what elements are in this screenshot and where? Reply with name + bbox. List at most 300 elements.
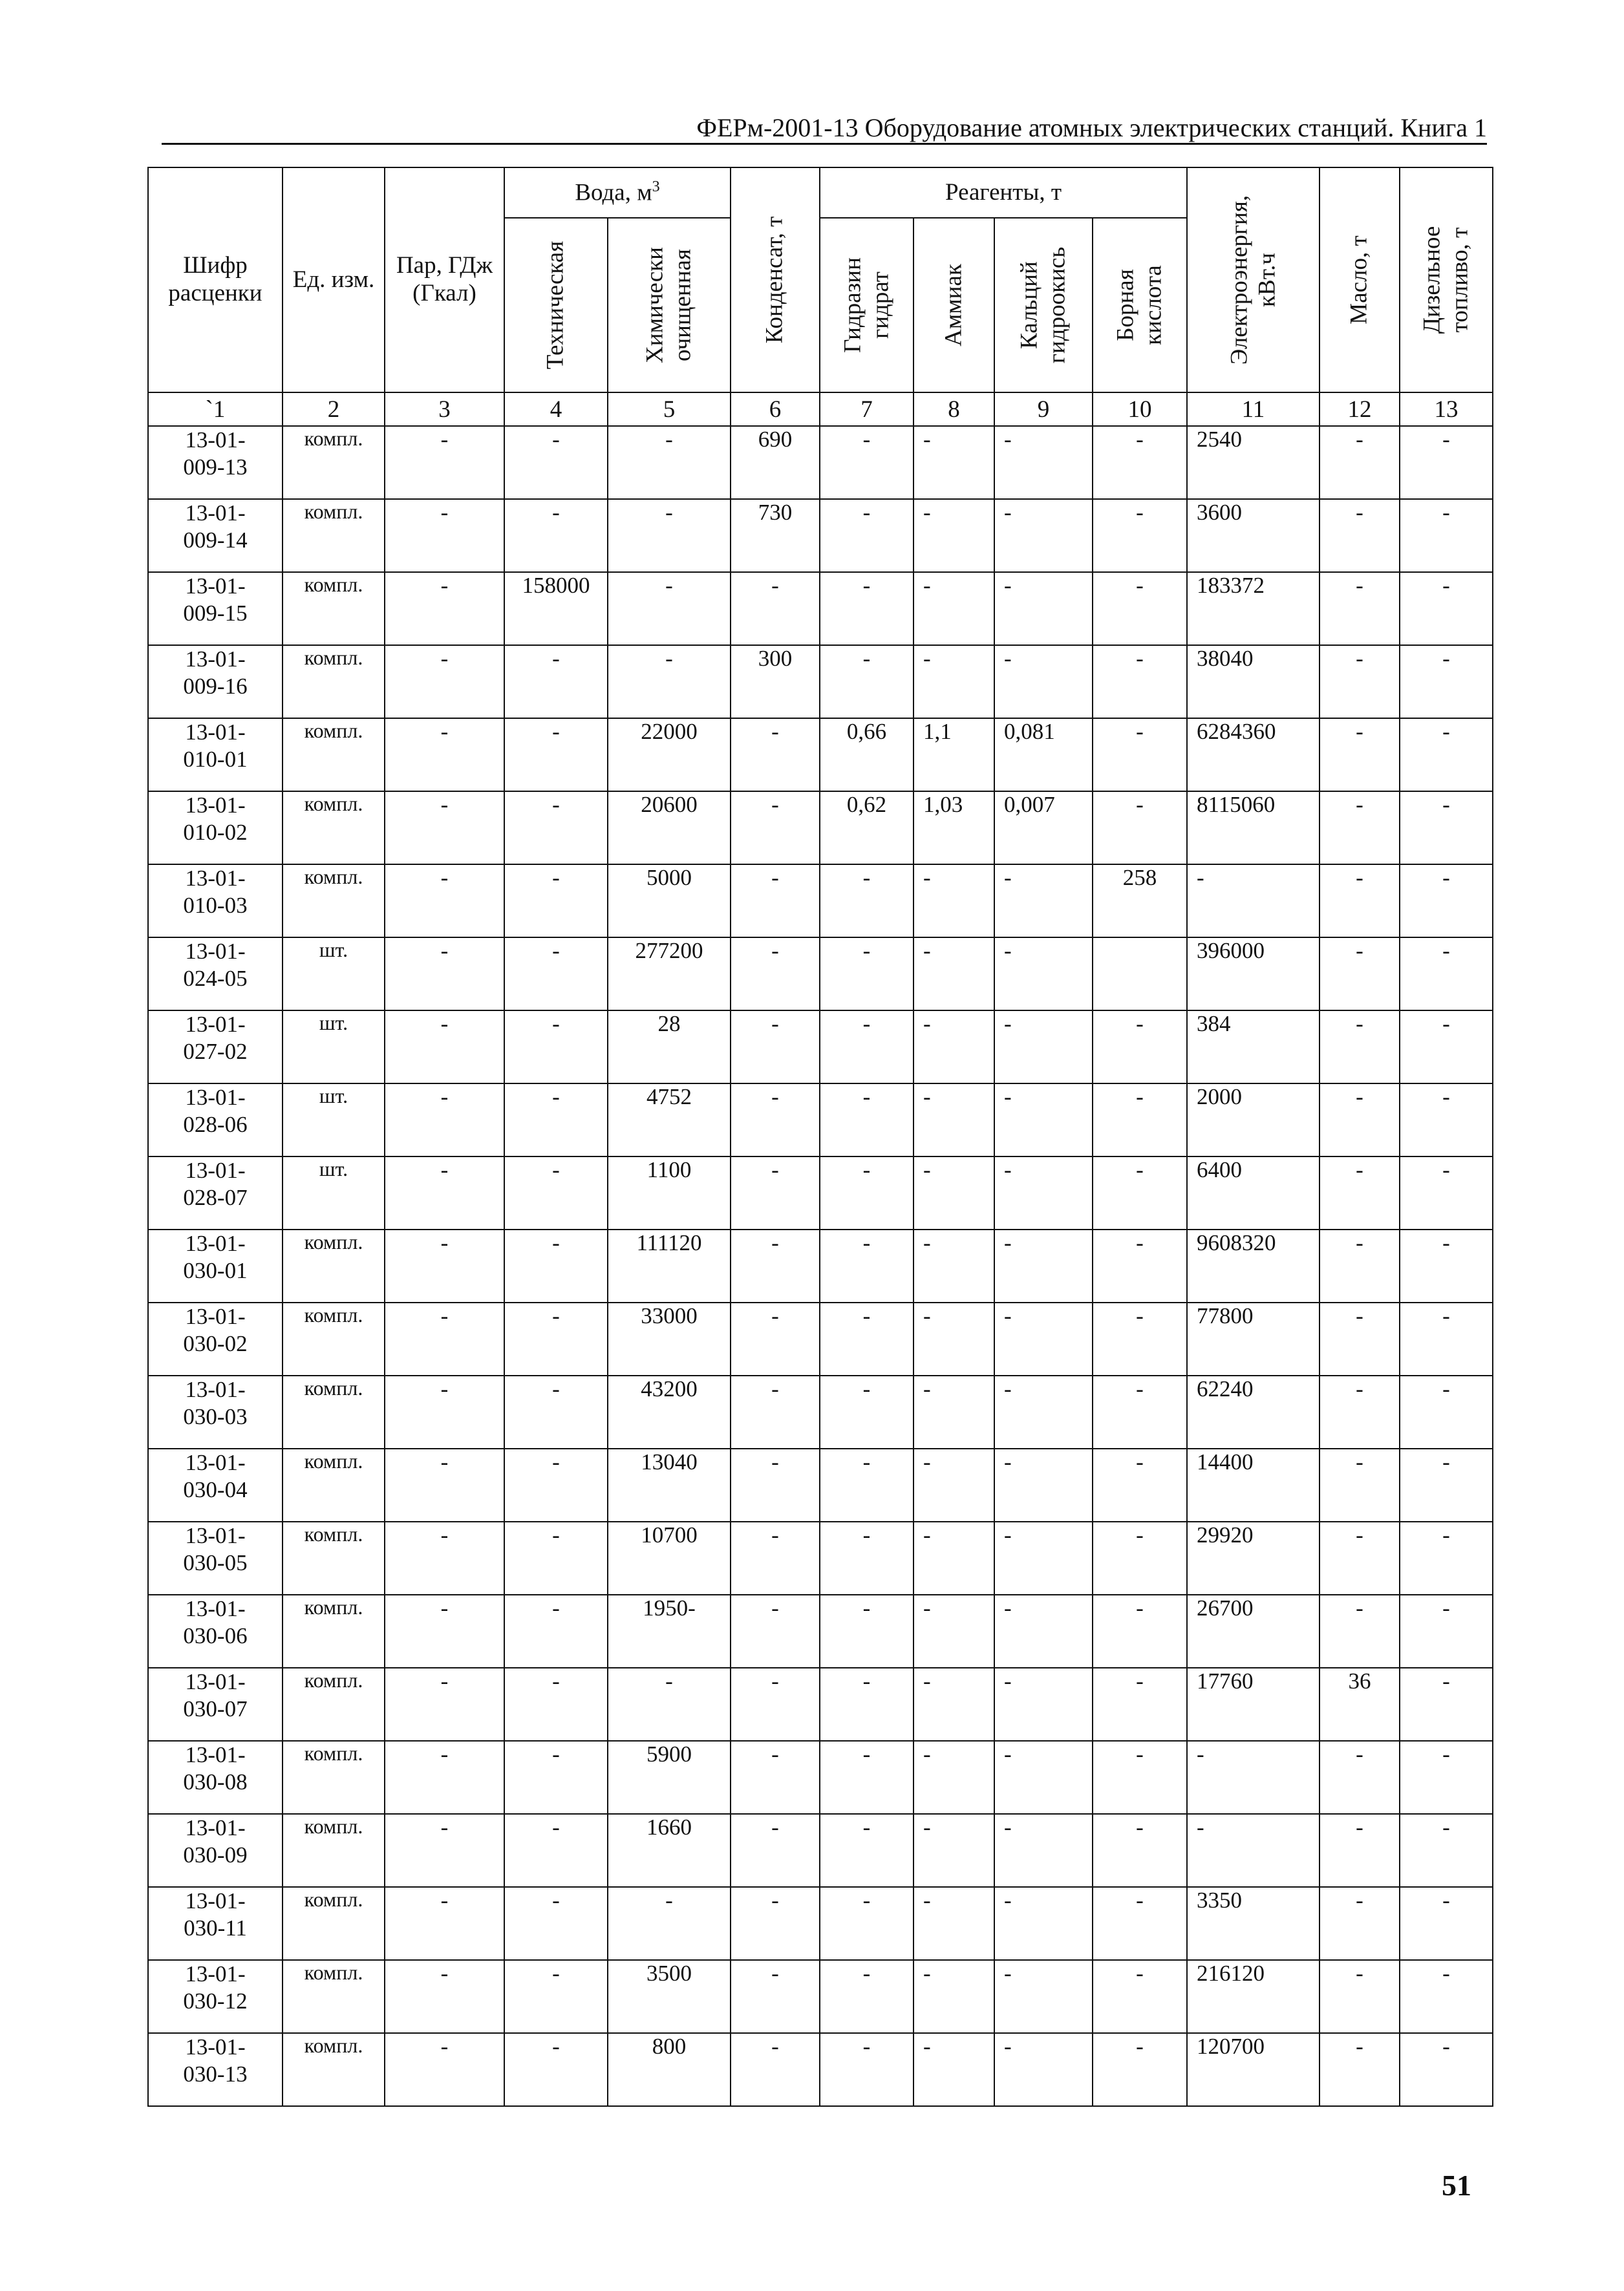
hydrazine-cell: - xyxy=(820,1887,914,1960)
boric-acid-cell: - xyxy=(1093,1595,1187,1668)
oil-cell: - xyxy=(1320,1522,1400,1595)
condensate-cell: - xyxy=(731,1814,820,1887)
water-chemical-cell: 33000 xyxy=(608,1303,731,1376)
oil-cell: - xyxy=(1320,1010,1400,1083)
oil-cell: - xyxy=(1320,572,1400,645)
steam-cell: - xyxy=(385,937,504,1010)
table-row xyxy=(148,499,1493,572)
column-number: 7 xyxy=(820,392,914,426)
calcium-hydroxide-label: Кальций гидроокись xyxy=(1016,246,1070,364)
col-header-water-chemical xyxy=(608,218,731,392)
condensate-cell: - xyxy=(731,1303,820,1376)
column-number: 5 xyxy=(608,392,731,426)
unit-cell: компл. xyxy=(283,2033,385,2106)
steam-cell: - xyxy=(385,1668,504,1741)
unit-cell: шт. xyxy=(283,937,385,1010)
hydrazine-cell: - xyxy=(820,1010,914,1083)
hydrazine-cell: - xyxy=(820,1814,914,1887)
calcium-hydroxide-cell: - xyxy=(994,499,1093,572)
steam-cell: - xyxy=(385,1595,504,1668)
diesel-label: Дизельное топливо, т xyxy=(1418,226,1473,334)
calcium-hydroxide-cell: 0,081 xyxy=(994,718,1093,791)
water-technical-cell: - xyxy=(504,864,608,937)
condensate-cell: - xyxy=(731,864,820,937)
steam-cell: - xyxy=(385,645,504,718)
water-chemical-cell: 22000 xyxy=(608,718,731,791)
electricity-cell: 183372 xyxy=(1187,572,1320,645)
diesel-cell: - xyxy=(1400,1595,1493,1668)
rate-code-cell: 13-01- 028-06 xyxy=(148,1083,283,1156)
hydrazine-cell: - xyxy=(820,1230,914,1303)
rate-code-cell: 13-01- 009-15 xyxy=(148,572,283,645)
unit-cell: компл. xyxy=(283,1522,385,1595)
diesel-cell: - xyxy=(1400,1960,1493,2033)
oil-cell: - xyxy=(1320,791,1400,864)
condensate-cell: - xyxy=(731,1668,820,1741)
calcium-hydroxide-cell: - xyxy=(994,937,1093,1010)
electricity-cell: 14400 xyxy=(1187,1449,1320,1522)
condensate-cell: - xyxy=(731,1887,820,1960)
ammonia-cell: - xyxy=(914,572,994,645)
condensate-cell: - xyxy=(731,2033,820,2106)
hydrazine-cell: - xyxy=(820,1303,914,1376)
condensate-cell: - xyxy=(731,1741,820,1814)
steam-cell: - xyxy=(385,572,504,645)
hydrazine-cell: - xyxy=(820,572,914,645)
table-row xyxy=(148,1230,1493,1303)
steam-cell: - xyxy=(385,1230,504,1303)
boric-acid-cell: - xyxy=(1093,791,1187,864)
hydrazine-cell: - xyxy=(820,426,914,499)
water-technical-cell: - xyxy=(504,1741,608,1814)
electricity-cell: 216120 xyxy=(1187,1960,1320,2033)
hydrazine-cell: - xyxy=(820,499,914,572)
electricity-cell: 9608320 xyxy=(1187,1230,1320,1303)
diesel-cell: - xyxy=(1400,1887,1493,1960)
ammonia-cell: - xyxy=(914,1887,994,1960)
unit-cell: компл. xyxy=(283,1303,385,1376)
steam-cell: - xyxy=(385,1814,504,1887)
table-row xyxy=(148,791,1493,864)
diesel-cell: - xyxy=(1400,1741,1493,1814)
table-row xyxy=(148,1083,1493,1156)
boric-acid-cell: - xyxy=(1093,1230,1187,1303)
unit-cell: компл. xyxy=(283,1887,385,1960)
boric-acid-cell: - xyxy=(1093,426,1187,499)
ammonia-cell: - xyxy=(914,937,994,1010)
col-header-steam: Пар, ГДж (Гкал) xyxy=(385,167,504,392)
condensate-cell: 690 xyxy=(731,426,820,499)
table-row xyxy=(148,572,1493,645)
unit-cell: компл. xyxy=(283,1376,385,1449)
steam-cell: - xyxy=(385,1960,504,2033)
rate-code-cell: 13-01- 030-04 xyxy=(148,1449,283,1522)
water-chemical-cell: - xyxy=(608,426,731,499)
col-header-diesel xyxy=(1400,167,1493,392)
diesel-cell: - xyxy=(1400,1376,1493,1449)
electricity-cell: 8115060 xyxy=(1187,791,1320,864)
water-technical-cell: - xyxy=(504,1156,608,1230)
hydrazine-cell: - xyxy=(820,937,914,1010)
condensate-cell: - xyxy=(731,1522,820,1595)
steam-cell: - xyxy=(385,718,504,791)
unit-cell: компл. xyxy=(283,645,385,718)
hydrazine-cell: - xyxy=(820,1156,914,1230)
steam-cell: - xyxy=(385,1156,504,1230)
water-technical-cell: - xyxy=(504,1303,608,1376)
ammonia-cell: - xyxy=(914,1376,994,1449)
calcium-hydroxide-cell: - xyxy=(994,426,1093,499)
oil-label: Масло, т xyxy=(1345,235,1373,325)
table-row xyxy=(148,645,1493,718)
calcium-hydroxide-cell: - xyxy=(994,1449,1093,1522)
steam-cell: - xyxy=(385,499,504,572)
calcium-hydroxide-cell: - xyxy=(994,1010,1093,1083)
diesel-cell: - xyxy=(1400,1010,1493,1083)
column-number: 4 xyxy=(504,392,608,426)
table-row xyxy=(148,1522,1493,1595)
diesel-cell: - xyxy=(1400,937,1493,1010)
water-group-label: Вода, м xyxy=(575,179,652,206)
water-chemical-cell: 20600 xyxy=(608,791,731,864)
ammonia-cell: - xyxy=(914,1083,994,1156)
rate-code-cell: 13-01- 030-07 xyxy=(148,1668,283,1741)
col-header-code: Шифр расценки xyxy=(148,167,283,392)
ammonia-cell: - xyxy=(914,1230,994,1303)
table-row xyxy=(148,1814,1493,1887)
condensate-cell: - xyxy=(731,1376,820,1449)
electricity-cell: 2000 xyxy=(1187,1083,1320,1156)
calcium-hydroxide-cell: - xyxy=(994,1595,1093,1668)
condensate-cell: - xyxy=(731,718,820,791)
diesel-cell: - xyxy=(1400,791,1493,864)
water-technical-cell: - xyxy=(504,1595,608,1668)
boric-acid-cell: - xyxy=(1093,1960,1187,2033)
ammonia-cell: - xyxy=(914,2033,994,2106)
table-row xyxy=(148,1010,1493,1083)
boric-acid-cell: - xyxy=(1093,2033,1187,2106)
electricity-cell: 26700 xyxy=(1187,1595,1320,1668)
diesel-cell: - xyxy=(1400,1449,1493,1522)
boric-acid-cell: - xyxy=(1093,1668,1187,1741)
hydrazine-cell: 0,66 xyxy=(820,718,914,791)
unit-cell: шт. xyxy=(283,1010,385,1083)
boric-acid-cell: - xyxy=(1093,1522,1187,1595)
oil-cell: - xyxy=(1320,1595,1400,1668)
steam-cell: - xyxy=(385,426,504,499)
ammonia-cell: - xyxy=(914,1449,994,1522)
calcium-hydroxide-cell: - xyxy=(994,2033,1093,2106)
oil-cell: - xyxy=(1320,426,1400,499)
calcium-hydroxide-cell: - xyxy=(994,864,1093,937)
column-number: 11 xyxy=(1187,392,1320,426)
boric-acid-cell: - xyxy=(1093,1156,1187,1230)
oil-cell: - xyxy=(1320,1741,1400,1814)
water-technical-cell: - xyxy=(504,791,608,864)
diesel-cell: - xyxy=(1400,1303,1493,1376)
water-technical-label: Техническая xyxy=(542,240,569,370)
diesel-cell: - xyxy=(1400,1230,1493,1303)
col-header-oil xyxy=(1320,167,1400,392)
calcium-hydroxide-cell: - xyxy=(994,1376,1093,1449)
condensate-cell: 730 xyxy=(731,499,820,572)
calcium-hydroxide-cell: - xyxy=(994,572,1093,645)
hydrazine-cell: 0,62 xyxy=(820,791,914,864)
rate-code-cell: 13-01- 028-07 xyxy=(148,1156,283,1230)
calcium-hydroxide-cell: - xyxy=(994,1156,1093,1230)
diesel-cell: - xyxy=(1400,426,1493,499)
diesel-cell: - xyxy=(1400,864,1493,937)
condensate-cell: - xyxy=(731,572,820,645)
water-chemical-cell: - xyxy=(608,1668,731,1741)
oil-cell: - xyxy=(1320,1960,1400,2033)
boric-acid-label: Борная кислота xyxy=(1112,265,1166,345)
electricity-cell: - xyxy=(1187,864,1320,937)
ammonia-cell: - xyxy=(914,1303,994,1376)
hydrazine-cell: - xyxy=(820,1595,914,1668)
ammonia-cell: - xyxy=(914,1814,994,1887)
water-technical-cell: - xyxy=(504,1960,608,2033)
rate-code-cell: 13-01- 030-01 xyxy=(148,1230,283,1303)
water-technical-cell: - xyxy=(504,1010,608,1083)
hydrazine-cell: - xyxy=(820,1083,914,1156)
diesel-cell: - xyxy=(1400,718,1493,791)
boric-acid-cell: - xyxy=(1093,1010,1187,1083)
column-number: 13 xyxy=(1400,392,1493,426)
running-header xyxy=(162,109,1487,145)
condensate-cell: - xyxy=(731,1083,820,1156)
rate-code-cell: 13-01- 010-02 xyxy=(148,791,283,864)
electricity-cell: 77800 xyxy=(1187,1303,1320,1376)
ammonia-cell: - xyxy=(914,426,994,499)
condensate-cell: - xyxy=(731,1230,820,1303)
steam-cell: - xyxy=(385,791,504,864)
electricity-cell: - xyxy=(1187,1814,1320,1887)
electricity-cell: - xyxy=(1187,1741,1320,1814)
steam-cell: - xyxy=(385,1522,504,1595)
col-header-condensate xyxy=(731,167,820,392)
document-title: ФЕРм-2001-13 Оборудование атомных электрических станций. Книга 1 xyxy=(696,113,1487,142)
table-row xyxy=(148,937,1493,1010)
table-row xyxy=(148,1741,1493,1814)
water-chemical-cell: - xyxy=(608,572,731,645)
boric-acid-cell: - xyxy=(1093,499,1187,572)
water-chemical-label: Химически очищенная xyxy=(641,247,696,363)
col-header-unit: Ед. изм. xyxy=(283,167,385,392)
column-number: 8 xyxy=(914,392,994,426)
unit-cell: компл. xyxy=(283,1668,385,1741)
boric-acid-cell: - xyxy=(1093,1814,1187,1887)
hydrazine-cell: - xyxy=(820,1960,914,2033)
condensate-cell: - xyxy=(731,1960,820,2033)
diesel-cell: - xyxy=(1400,572,1493,645)
col-header-electricity xyxy=(1187,167,1320,392)
boric-acid-cell: - xyxy=(1093,1449,1187,1522)
boric-acid-cell xyxy=(1093,937,1187,1010)
water-chemical-cell: 5000 xyxy=(608,864,731,937)
unit-cell: компл. xyxy=(283,864,385,937)
steam-cell: - xyxy=(385,1010,504,1083)
calcium-hydroxide-cell: - xyxy=(994,1083,1093,1156)
electricity-cell: 3600 xyxy=(1187,499,1320,572)
boric-acid-cell: - xyxy=(1093,645,1187,718)
table-body xyxy=(148,426,1493,2106)
oil-cell: - xyxy=(1320,1449,1400,1522)
unit-cell: компл. xyxy=(283,1595,385,1668)
rate-code-cell: 13-01- 030-12 xyxy=(148,1960,283,2033)
table-row xyxy=(148,1960,1493,2033)
hydrazine-cell: - xyxy=(820,1449,914,1522)
electricity-cell: 6400 xyxy=(1187,1156,1320,1230)
rate-code-cell: 13-01- 030-11 xyxy=(148,1887,283,1960)
table-row xyxy=(148,426,1493,499)
water-technical-cell: - xyxy=(504,1814,608,1887)
column-number: 12 xyxy=(1320,392,1400,426)
diesel-cell: - xyxy=(1400,1156,1493,1230)
steam-cell: - xyxy=(385,1376,504,1449)
unit-cell: компл. xyxy=(283,791,385,864)
electricity-cell: 17760 xyxy=(1187,1668,1320,1741)
hydrazine-cell: - xyxy=(820,1668,914,1741)
col-header-water-technical xyxy=(504,218,608,392)
table-row xyxy=(148,718,1493,791)
calcium-hydroxide-cell: - xyxy=(994,1522,1093,1595)
oil-cell: - xyxy=(1320,499,1400,572)
rate-code-cell: 13-01- 009-16 xyxy=(148,645,283,718)
diesel-cell: - xyxy=(1400,2033,1493,2106)
water-chemical-cell: - xyxy=(608,645,731,718)
hydrazine-cell: - xyxy=(820,1522,914,1595)
boric-acid-cell: 258 xyxy=(1093,864,1187,937)
electricity-cell: 6284360 xyxy=(1187,718,1320,791)
steam-cell: - xyxy=(385,1887,504,1960)
hydrazine-label: Гидразин гидрат xyxy=(839,257,893,353)
water-chemical-cell: 5900 xyxy=(608,1741,731,1814)
water-chemical-cell: - xyxy=(608,499,731,572)
table-row xyxy=(148,1156,1493,1230)
water-technical-cell: - xyxy=(504,645,608,718)
unit-cell: компл. xyxy=(283,1230,385,1303)
header-rule xyxy=(162,143,1487,145)
rate-code-cell: 13-01- 009-14 xyxy=(148,499,283,572)
water-chemical-cell: 3500 xyxy=(608,1960,731,2033)
boric-acid-cell: - xyxy=(1093,1083,1187,1156)
ammonia-cell: 1,1 xyxy=(914,718,994,791)
column-number: 10 xyxy=(1093,392,1187,426)
boric-acid-cell: - xyxy=(1093,1887,1187,1960)
calcium-hydroxide-cell: - xyxy=(994,1887,1093,1960)
rate-code-cell: 13-01- 030-02 xyxy=(148,1303,283,1376)
diesel-cell: - xyxy=(1400,645,1493,718)
steam-cell: - xyxy=(385,1449,504,1522)
ammonia-cell: - xyxy=(914,499,994,572)
rate-code-cell: 13-01- 030-06 xyxy=(148,1595,283,1668)
rate-code-cell: 13-01- 030-05 xyxy=(148,1522,283,1595)
rate-code-cell: 13-01- 024-05 xyxy=(148,937,283,1010)
oil-cell: - xyxy=(1320,937,1400,1010)
unit-cell: компл. xyxy=(283,1814,385,1887)
water-chemical-cell: 43200 xyxy=(608,1376,731,1449)
ammonia-cell: - xyxy=(914,1010,994,1083)
ammonia-cell: - xyxy=(914,1960,994,2033)
diesel-cell: - xyxy=(1400,1814,1493,1887)
water-chemical-cell: 277200 xyxy=(608,937,731,1010)
col-header-boric-acid xyxy=(1093,218,1187,392)
col-header-calcium-hydroxide xyxy=(994,218,1093,392)
hydrazine-cell: - xyxy=(820,1376,914,1449)
water-technical-cell: - xyxy=(504,2033,608,2106)
water-technical-cell: - xyxy=(504,1887,608,1960)
table-row xyxy=(148,2033,1493,2106)
rate-code-cell: 13-01- 009-13 xyxy=(148,426,283,499)
oil-cell: - xyxy=(1320,1814,1400,1887)
unit-cell: компл. xyxy=(283,718,385,791)
water-technical-cell: - xyxy=(504,1668,608,1741)
unit-cell: шт. xyxy=(283,1156,385,1230)
column-number: 6 xyxy=(731,392,820,426)
calcium-hydroxide-cell: - xyxy=(994,1814,1093,1887)
oil-cell: - xyxy=(1320,718,1400,791)
table-row xyxy=(148,1376,1493,1449)
electricity-cell: 29920 xyxy=(1187,1522,1320,1595)
water-technical-cell: 158000 xyxy=(504,572,608,645)
water-chemical-cell: 28 xyxy=(608,1010,731,1083)
unit-cell: компл. xyxy=(283,499,385,572)
electricity-cell: 384 xyxy=(1187,1010,1320,1083)
water-chemical-cell: 800 xyxy=(608,2033,731,2106)
table-header xyxy=(148,167,1493,426)
steam-cell: - xyxy=(385,864,504,937)
table-row xyxy=(148,1887,1493,1960)
rate-code-cell: 13-01- 010-03 xyxy=(148,864,283,937)
rate-code-cell: 13-01- 027-02 xyxy=(148,1010,283,1083)
electricity-cell: 38040 xyxy=(1187,645,1320,718)
ammonia-cell: - xyxy=(914,1595,994,1668)
steam-cell: - xyxy=(385,2033,504,2106)
calcium-hydroxide-cell: - xyxy=(994,1303,1093,1376)
electricity-cell: 120700 xyxy=(1187,2033,1320,2106)
electricity-cell: 396000 xyxy=(1187,937,1320,1010)
column-number: 9 xyxy=(994,392,1093,426)
calcium-hydroxide-cell: - xyxy=(994,1668,1093,1741)
col-header-hydrazine xyxy=(820,218,914,392)
unit-cell: компл. xyxy=(283,1741,385,1814)
calcium-hydroxide-cell: - xyxy=(994,645,1093,718)
water-technical-cell: - xyxy=(504,1376,608,1449)
boric-acid-cell: - xyxy=(1093,572,1187,645)
calcium-hydroxide-cell: - xyxy=(994,1741,1093,1814)
oil-cell: - xyxy=(1320,1887,1400,1960)
water-technical-cell: - xyxy=(504,499,608,572)
steam-cell: - xyxy=(385,1083,504,1156)
diesel-cell: - xyxy=(1400,1522,1493,1595)
water-chemical-cell: 1660 xyxy=(608,1814,731,1887)
column-number: `1 xyxy=(148,392,283,426)
ammonia-cell: 1,03 xyxy=(914,791,994,864)
electricity-label: Электроэнергия, кВт.ч xyxy=(1225,195,1280,365)
condensate-label: Конденсат, т xyxy=(761,216,788,344)
boric-acid-cell: - xyxy=(1093,718,1187,791)
col-group-reagents: Реагенты, т xyxy=(820,167,1187,218)
water-chemical-cell: 1100 xyxy=(608,1156,731,1230)
oil-cell: - xyxy=(1320,645,1400,718)
col-group-water xyxy=(504,167,731,218)
oil-cell: - xyxy=(1320,2033,1400,2106)
boric-acid-cell: - xyxy=(1093,1303,1187,1376)
table-row xyxy=(148,1595,1493,1668)
condensate-cell: - xyxy=(731,791,820,864)
hydrazine-cell: - xyxy=(820,864,914,937)
